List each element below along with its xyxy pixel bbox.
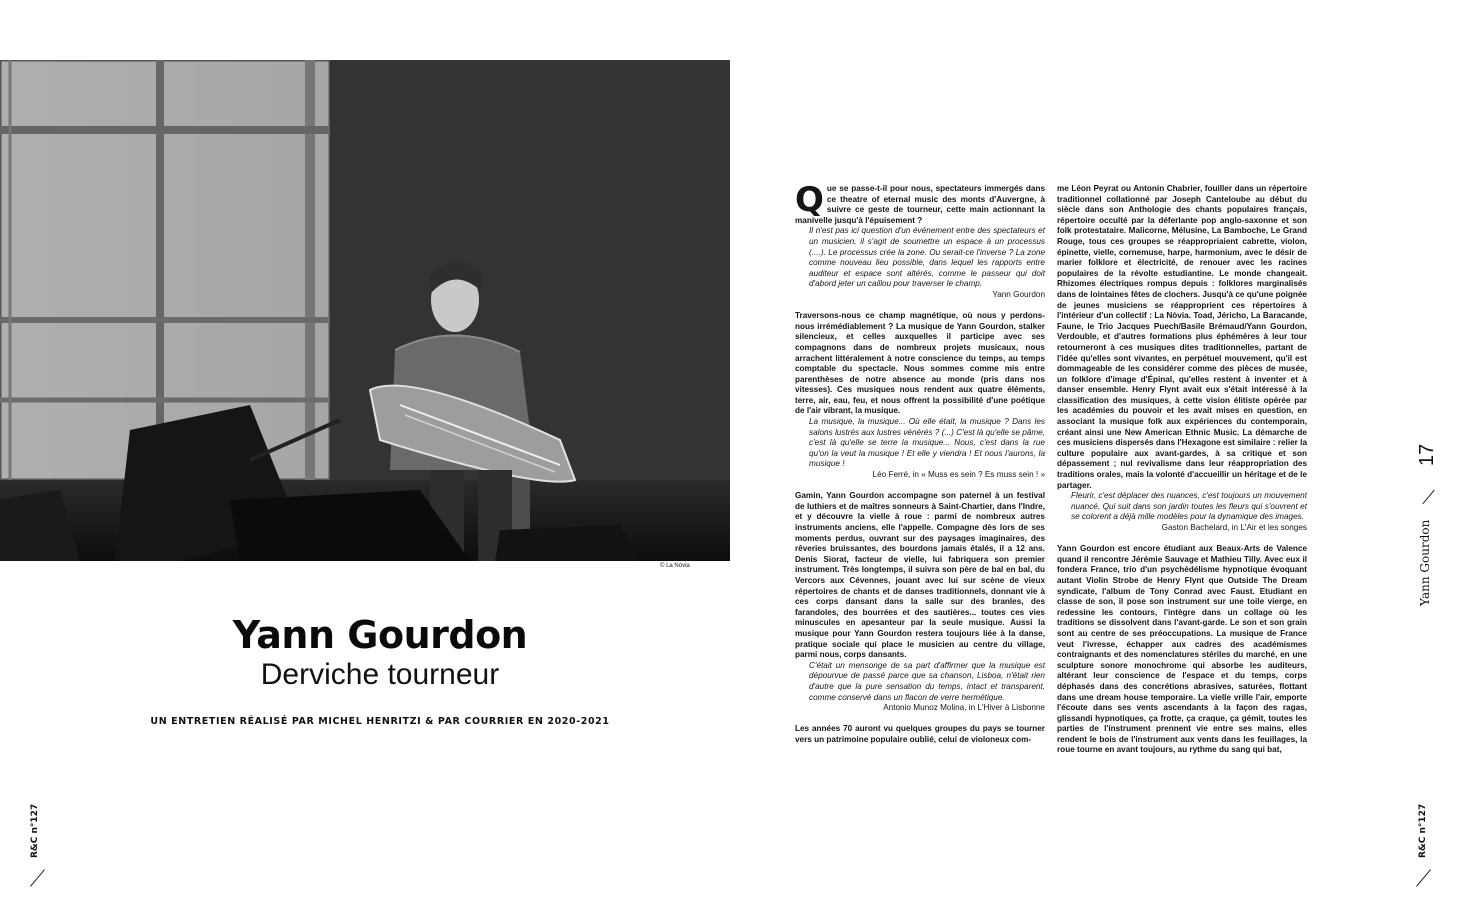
quote-2: La musique, la musique... Où elle était, la musique ? Dans les salons lustrés aux lustres vénérés ? (...) C'est là qu'elle se pâme, c'est là qu'elle se terre la musique... Nous, c'est dans la rue qu'on la veut la musique ! Et elle y viendra ! Et nous l'aurons, la musique ! bbox=[809, 417, 1045, 469]
folio-slash-left bbox=[30, 869, 45, 886]
col2-quote-attribution: Gaston Bachelard, in L'Air et les songes bbox=[1161, 523, 1307, 532]
intro-text: ue se passe-t-il pour nous, spectateurs immergés dans ce theatre of eternal music des monts d'Auvergne, à suivre ce geste de tourneur, cette main actionnant la manivelle jusqu'à l'épuisement ? bbox=[795, 184, 1045, 225]
article-column-1 bbox=[795, 180, 1045, 745]
runner-slash bbox=[1422, 490, 1434, 504]
page-subtitle: Derviche tourneur bbox=[260, 658, 500, 691]
quote-3: C'était un mensonge de sa part d'affirmer que la musique est dépourvue de passé parce que sa chanson, Lisboa, n'était rien d'autre que la pure sensation du temps, intact et transparent, comme conservé dans un flacon de verre hermétique. bbox=[809, 660, 1045, 702]
paragraph-3: Gamin, Yann Gourdon accompagne son paternel à un festival de luthiers et de maîtres sonneurs à Saint-Chartier, dans l'Indre, et y découvre la vielle à roue : parmi de nombreux autres instruments anciens, elle l'appelle. Compagne dès lors de ses moments perdus, ouvrant sur des paysages imaginaires, des rêveries bruissantes, des bourdons jamais étalés, il a 12 ans. Denis Siorat, facteur de vielle, lui fabriquera son premier instrument. Très longtemps, il suivra son père de bal en bal, du Vercors aux Cévennes, jouant avec lui sur scène de vieux répertoires de chants et de danses traditionnels, donnant vie à ces corps dansant dans la salle sur des branles, des farandoles, des bourrées et des sautières... toutes ces vies minuscules en apesanteur par la seule musique. Aussi la musique pour Yann Gourdon restera toujours liée à la danse, pratique sociale qui place le musicien au centre du village, parmi nous, corps dansants. bbox=[795, 491, 1045, 660]
photo-credit: © La Nòvia bbox=[660, 563, 690, 569]
folio-slash-right bbox=[1416, 869, 1431, 886]
quote-3-attribution: Antonio Munoz Molina, in L'Hiver à Lisbonne bbox=[883, 703, 1045, 713]
issue-label-left: R&C n°127 bbox=[30, 803, 40, 858]
issue-label-right: R&C n°127 bbox=[1418, 803, 1428, 858]
running-head-name: Yann Gourdon bbox=[1418, 519, 1432, 606]
col2-paragraph-1: me Léon Peyrat ou Antonin Chabrier, fouiller dans un répertoire traditionnel collationné par Joseph Canteloube au début du siècle dans son Anthologie des chants populaires français, répertoire occulté par la déferlante pop anglo-saxonne et son folk protestataire. Malicorne, Mélusine, La Bamboche, Le Grand Rouge, tous ces groupes se réappropriaient cabrette, violon, épinette, vielle, cornemuse, harpe, harmonium, avec le désir de marier folklore et électricité, de renouer avec les racines populaires de la révolte estudiantine. Le monde changeait. Rhizomes électriques rompus depuis : folklores marginalisés dans de lointaines fêtes de clochers. Jusqu'à ce qu'une poignée de jeunes musiciens se réapproprient ces répertoires à l'intérieur d'un collectif : La Nòvia. Toad, Jéricho, La Baracande, Faune, le Trio Jacques Puech/Basile Brémaud/Yann Gourdon, Verdouble, et d'autres formations plus éphémères à leur tour retourneront à ces musiques dites traditionnelles, partant de l'idée qu'elles sont vivantes, en perpétuel mouvement, qu'il est dommageable de les considérer comme des pièces de musée, un folklore d'image d'Épinal, qu'elles restent à inventer et à danser ensemble. Henry Flynt avait eux s'était intéressé à la classification des musiques, à cette vision élitiste opérée par les académies du pouvoir et les avait mises en question, en associant la musique folk aux expériences du contemporain, créant ainsi une New American Ethnic Music. La démarche de ces musiciens dispersés dans l'Hexagone est similaire : relier la culture populaire aux avant-gardes, à sa critique et son dépassement ; nul revivalisme dans leur réappropriation des traditions orales, mais la volonté d'accueillir un héritage et de le partager. bbox=[1057, 184, 1307, 490]
article-column-2 bbox=[1057, 184, 1307, 756]
paragraph-4: Les années 70 auront vu quelques groupes du pays se tourner vers un patrimoine populaire oublié, celui de violoneux com- bbox=[795, 724, 1045, 744]
quote-2-attribution: Léo Ferré, in « Muss es sein ? Es muss sein ! » bbox=[872, 470, 1045, 480]
col2-quote: Fleurir, c'est déplacer des nuances, c'est toujours un mouvement nuancé. Qui suit dans son jardin toutes les fleurs qui s'ouvrent et se colorent a déjà mille modèles pour la dynamique des images. bbox=[1071, 491, 1307, 522]
col2-paragraph-2: Yann Gourdon est encore étudiant aux Beaux-Arts de Valence quand il rencontre Jérémie Sauvage et Mathieu Tilly. Avec eux il fondera France, trio d'un psychédélisme hypnotique évoquant autant Violin Strobe de Henry Flynt que Outside The Dream syndicate, l'album de Tony Conrad avec Faust. Etudiant en classe de son, il pose son instrument sur une toile vierge, en redessine les contours, l'intègre dans un collage où les traditions se dissolvent dans l'avant-garde. Le son et son grain sont au centre de ses préoccupations. La musique de France veut l'ivresse, échapper aux cadres des académismes contraignants et des nomenclatures stériles du marché, en une sculpture sonore monochrome qui absorbe les auditeurs, altérant leur conscience de l'espace et du temps, corps déphasés dans des concrétions abrasives, saturées, flottant dans une dream house temporaire. La vielle vrille l'air, emporte l'écoute dans ses vents ascendants à la façon des ragas, glissandi hypnotiques, ça frotte, ça craque, ça gémit, toutes les parties de l'instrument prennent vie entre ses mains, elles rendent le bois de l'instrument aux vents dans les feuillages, la roue tourne en avant toujours, au rythme du sang qui bat, bbox=[1057, 544, 1307, 755]
intro-paragraph bbox=[795, 180, 1045, 226]
quote-1: Il n'est pas ici question d'un événement entre des spectateurs et un musicien, il s'agit de soumettre un espace à un processus (....). Le processus crée la zone. Ou serait-ce l'inverse ? La zone comme nouveau lieu possible, dans lequel les rapports entre auditeur et espace sont altérés, comme le passeur qui doit d'abord jeter un caillou pour traverser le champ. bbox=[809, 226, 1045, 289]
paragraph-2: Traversons-nous ce champ magnétique, où nous y perdons-nous irrémédiablement ? La musique de Yann Gourdon, stalker silencieux, et celles auxquelles il participe avec ses compagnons dans de nombreux projets musicaux, nous arrachent littéralement à notre conscience du temps, au temps comptable du spectacle. Nous sommes comme mis entre parenthèses de notre absence au monde (pris dans nos vitesses). Ces musiques nous rendent aux quatre éléments, terre, air, eau, feu, et nous offrent la possibilité d'une poétique de l'air vibrant, la musique. bbox=[795, 311, 1045, 416]
page-title: Yann Gourdon bbox=[232, 613, 528, 657]
page-number: 17 bbox=[1416, 443, 1438, 466]
drop-cap: Q bbox=[795, 180, 824, 220]
musician-photo-illustration bbox=[0, 60, 730, 561]
quote-1-attribution: Yann Gourdon bbox=[992, 289, 1045, 299]
hero-photo bbox=[0, 60, 730, 561]
byline: UN ENTRETIEN RÉALISÉ PAR MICHEL HENRITZI & PAR COURRIER EN 2020-2021 bbox=[150, 716, 610, 727]
